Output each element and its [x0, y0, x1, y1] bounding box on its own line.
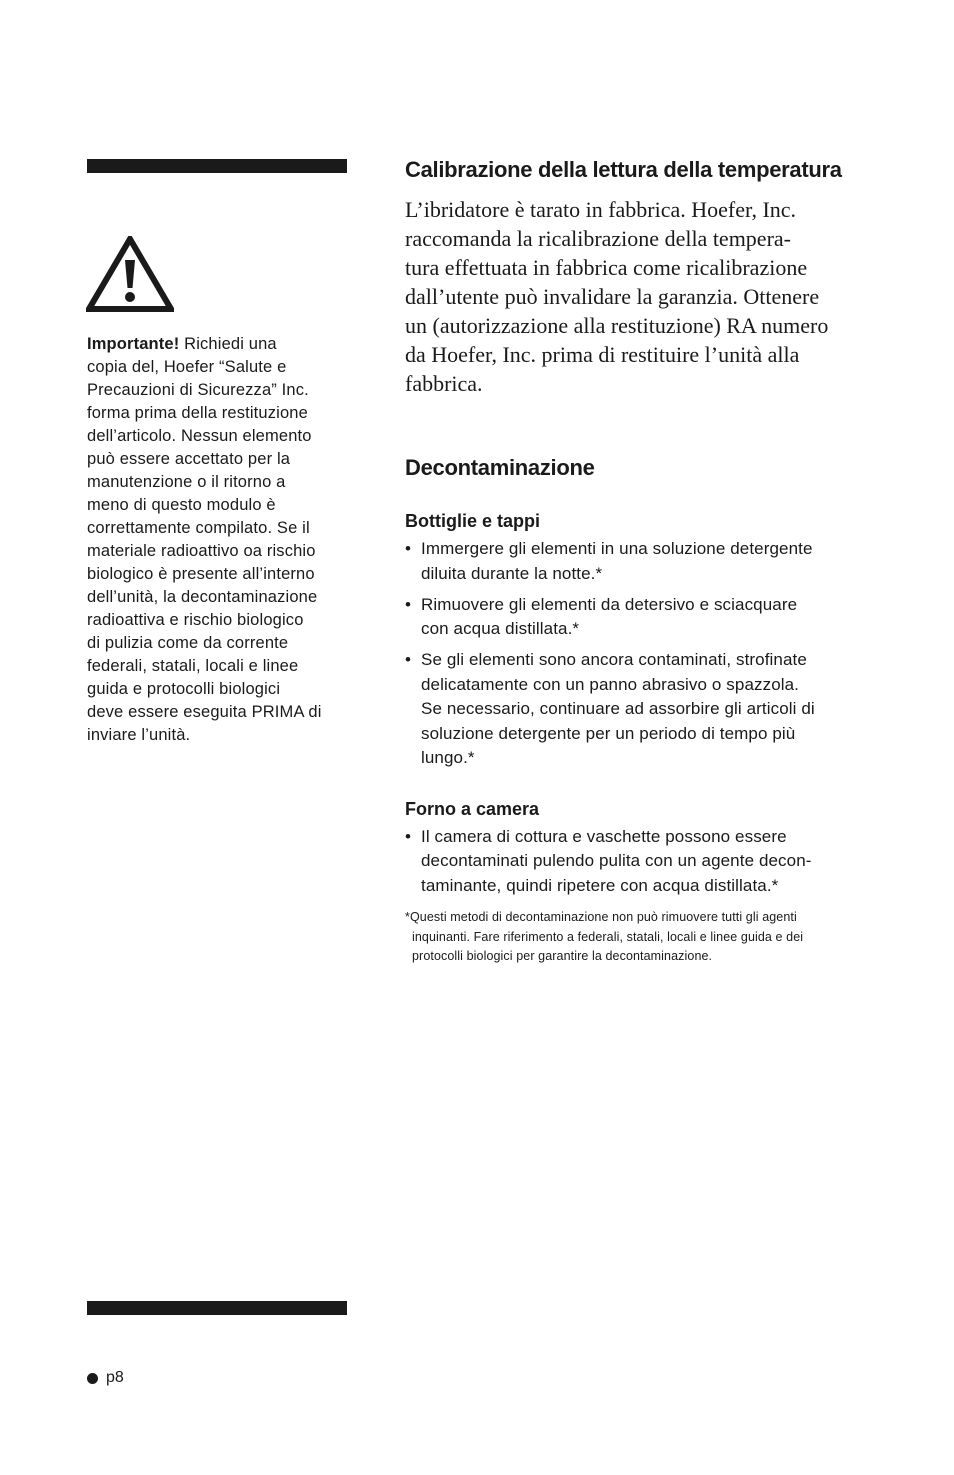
bottles-list [405, 537, 875, 771]
calibration-line: tura effettuata in fabbrica come ricalibrazione [405, 255, 808, 280]
list-item-line: Il camera di cottura e vaschette possono essere [421, 826, 787, 846]
note-line: manutenzione o il ritorno a [87, 473, 286, 491]
list-item [405, 825, 875, 899]
list-item-line: delicatamente con un panno abrasivo o spazzola. [421, 674, 800, 694]
list-item-line: taminante, quindi ripetere con acqua distillata.* [421, 875, 779, 895]
note-line: guida e protocolli biologici [87, 680, 281, 698]
note-line: dell’articolo. Nessun elemento [87, 427, 312, 445]
note-line: inviare l’unità. [87, 726, 191, 744]
bullet-icon: • [405, 650, 412, 669]
note-line: radioattiva e rischio biologico [87, 611, 304, 629]
footnote-line: *Questi metodi di decontaminazione non può rimuovere tutti gli agenti [405, 910, 797, 924]
bullet-icon: • [405, 826, 412, 846]
bullet-icon: • [405, 539, 412, 558]
calibration-line: da Hoefer, Inc. prima di restituire l’unità alla [405, 342, 800, 367]
note-line: forma prima della restituzione [87, 404, 308, 422]
note-line: copia del, Hoefer “Salute e [87, 358, 287, 376]
footnote [405, 908, 875, 967]
top-rule [87, 159, 347, 173]
footnote-line: protocolli biologici per garantire la decontaminazione. [412, 949, 713, 963]
calibration-line: L’ibridatore è tarato in fabbrica. Hoefer, Inc. [405, 197, 797, 222]
note-line: materiale radioattivo oa rischio [87, 542, 316, 560]
footnote-line: inquinanti. Fare riferimento a federali, statali, locali e linee guida e dei [412, 929, 804, 944]
calibration-line: raccomanda la ricalibrazione della tempera- [405, 226, 791, 251]
list-item-line: Immergere gli elementi in una soluzione detergente [421, 539, 813, 558]
decontamination-heading: Decontaminazione [405, 455, 595, 480]
page-number: p8 [106, 1369, 124, 1386]
note-line: può essere accettato per la [87, 450, 291, 468]
note-line: biologico è presente all’interno [87, 565, 315, 583]
oven-heading: Forno a camera [405, 798, 540, 819]
note-line: Importante! Richiedi una [87, 335, 277, 353]
bottom-rule [87, 1301, 347, 1315]
list-item-line: soluzione detergente per un periodo di tempo più [421, 723, 796, 743]
note-line: Precauzioni di Sicurezza” Inc. [87, 381, 309, 399]
warning-triangle-icon [86, 236, 174, 312]
calibration-line: un (autorizzazione alla restituzione) RA numero [405, 313, 829, 338]
calibration-heading: Calibrazione della lettura della temperatura [405, 157, 842, 182]
important-note-text [87, 333, 349, 747]
calibration-line: dall’utente può invalidare la garanzia. Ottenere [405, 284, 820, 309]
list-item-line: Se necessario, continuare ad assorbire gli articoli di [421, 699, 815, 718]
list-item-line: lungo.* [421, 748, 475, 767]
list-item-line: decontaminati pulendo pulita con un agente decon- [421, 851, 812, 870]
bottles-heading: Bottiglie e tappi [405, 511, 540, 531]
important-label: Importante! [87, 335, 180, 353]
list-item [405, 593, 875, 642]
oven-list [405, 825, 875, 899]
list-item-line: con acqua distillata.* [421, 619, 580, 638]
calibration-paragraph [405, 195, 875, 398]
page-bullet-icon [87, 1373, 98, 1384]
list-item-line: diluita durante la notte.* [421, 563, 603, 583]
list-item-line: Se gli elementi sono ancora contaminati, strofinate [421, 650, 807, 669]
calibration-line: fabbrica. [405, 371, 483, 396]
main-content [405, 155, 875, 967]
note-line: dell’unità, la decontaminazione [87, 588, 318, 606]
note-line: meno di questo modulo è [87, 496, 276, 514]
bullet-icon: • [405, 594, 412, 614]
list-item [405, 537, 875, 586]
page-footer [87, 1368, 124, 1388]
note-line: correttamente compilato. Se il [87, 519, 310, 537]
list-item-line: Rimuovere gli elementi da detersivo e sciacquare [421, 594, 798, 614]
important-note [87, 333, 349, 747]
list-item [405, 648, 875, 771]
note-line: federali, statali, locali e linee [87, 657, 299, 675]
note-line: di pulizia come da corrente [87, 634, 289, 652]
note-line: deve essere eseguita PRIMA di [87, 703, 322, 721]
